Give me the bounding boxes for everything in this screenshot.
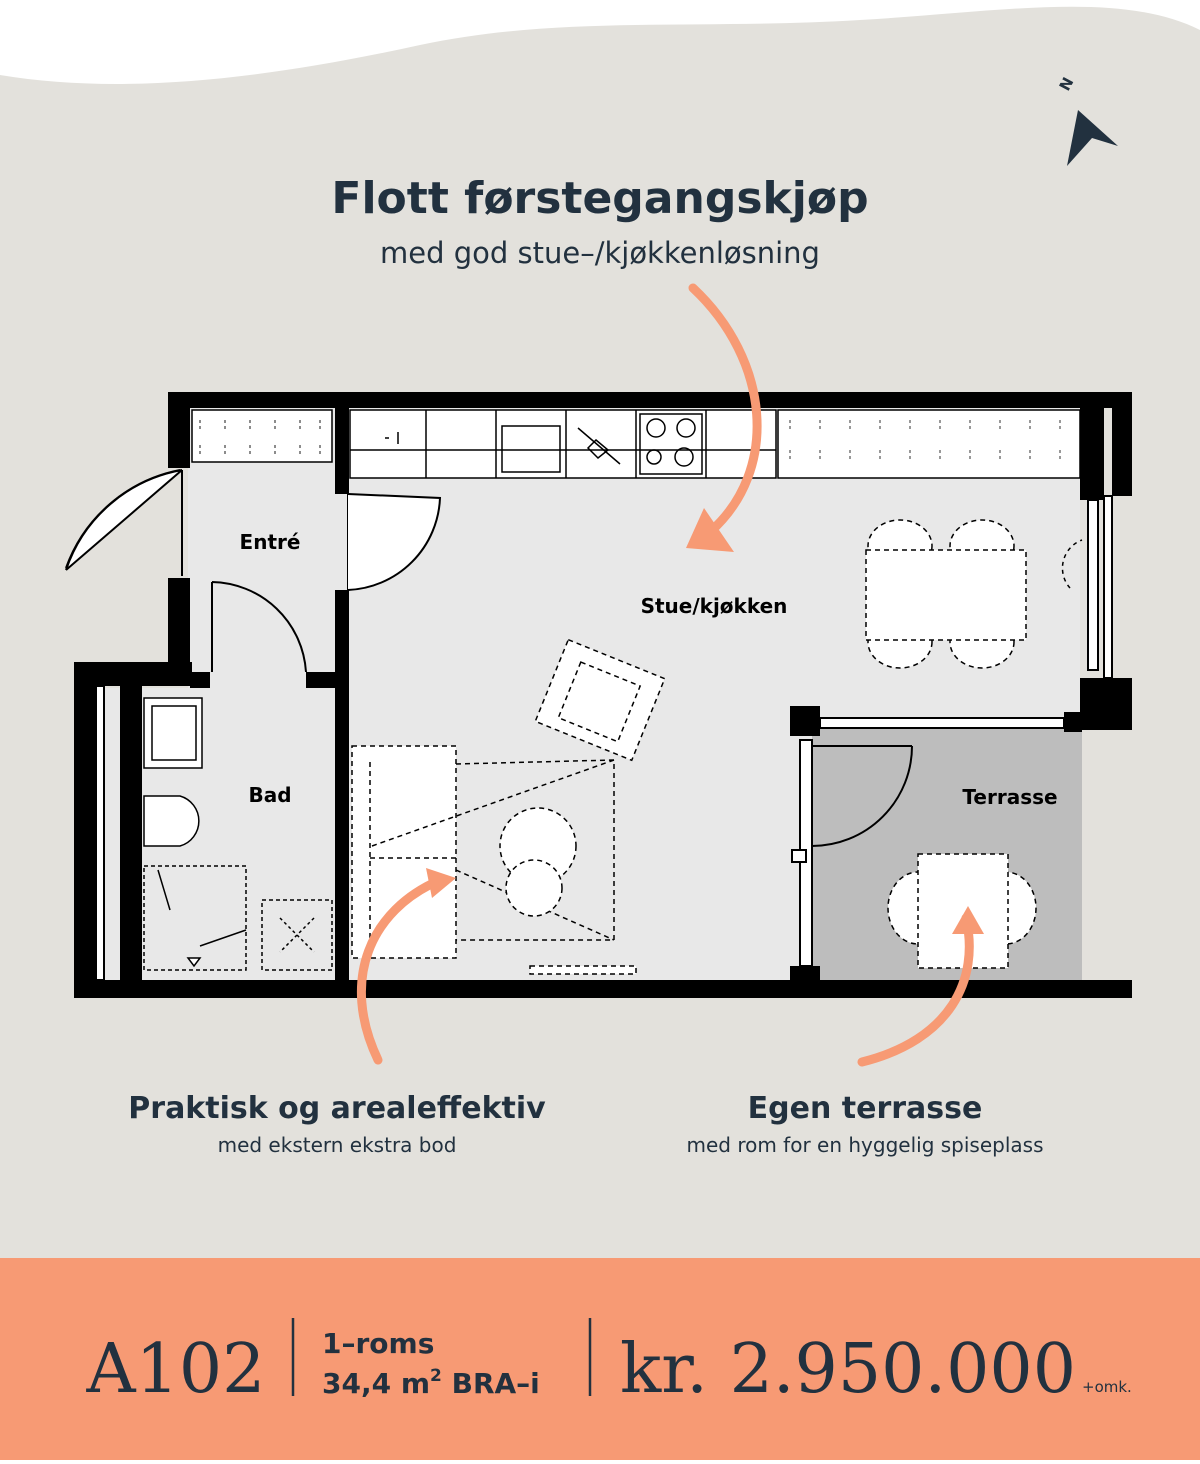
dining-table-top [868, 552, 1024, 638]
kitchen-counter [350, 410, 776, 478]
unit-number: A102 [86, 1330, 266, 1409]
toilet-icon [144, 796, 199, 846]
room-label-terrasse: Terrasse [962, 785, 1058, 809]
room-label-bad: Bad [248, 783, 292, 807]
price: kr. 2.950.000 [620, 1330, 1076, 1409]
tv-bench [530, 966, 636, 974]
floor-plan [66, 392, 1132, 998]
terrace-table-top [920, 856, 1006, 966]
room-count: 1–roms [322, 1327, 435, 1360]
headline-subtitle: med god stue–/kjøkkenløsning [380, 236, 820, 270]
wardrobe [192, 410, 332, 462]
area-sup: 2 [430, 1366, 442, 1386]
area-value: 34,4 m [322, 1367, 431, 1400]
tall-cabinets [778, 410, 1080, 478]
area-unit: BRA–i [441, 1367, 540, 1400]
headline-title: Flott førstegangskjøp [331, 173, 869, 224]
room-label-stue-kjokken: Stue/kjøkken [640, 594, 788, 618]
callout-title-1: Praktisk og arealeffektiv [128, 1091, 546, 1126]
callout-title-2: Egen terrasse [747, 1091, 983, 1126]
callout-subtitle-1: med ekstern ekstra bod [217, 1133, 457, 1157]
sofa [352, 746, 456, 958]
price-suffix: +omk. [1082, 1378, 1132, 1396]
callout-subtitle-2: med rom for en hyggelig spiseplass [686, 1133, 1044, 1157]
compass-letter: N [1055, 74, 1078, 94]
room-label-entre: Entré [239, 530, 301, 554]
